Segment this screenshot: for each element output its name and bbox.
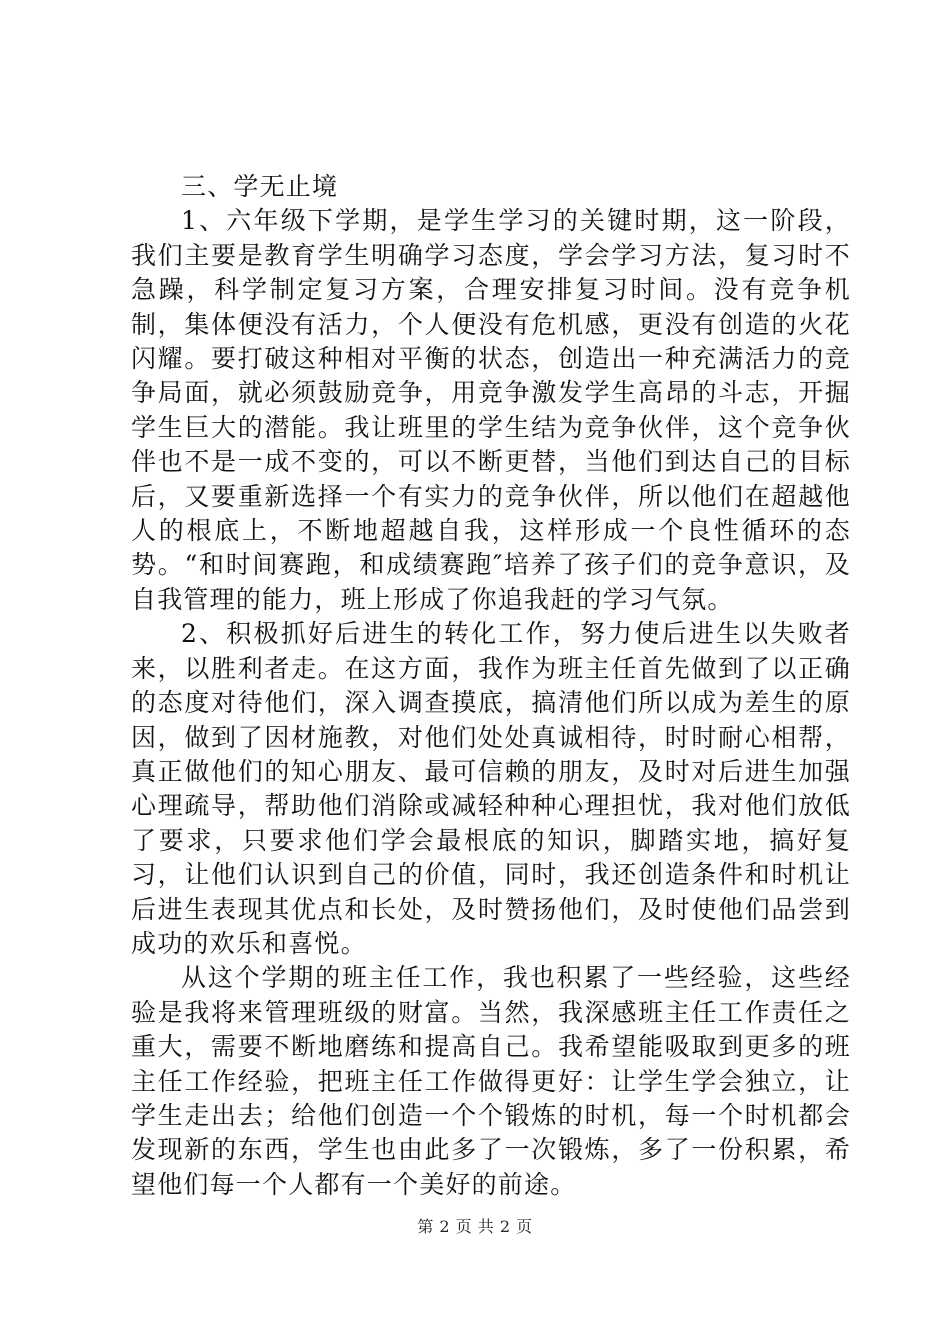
document-body [131,170,851,1202]
paragraph-underachievers: 2、积极抓好后进生的转化工作，努力使后进生以失败者来，以胜利者走。在这方面，我作为班主任首先做到了以正确的态度对待他们，深入调查摸底，搞清他们所以成为差生的原因，做到了因材施教，对他们处处真诚相待，时时耐心相帮，真正做他们的知心朋友、最可信赖的朋友，及时对后进生加强心理疏导，帮助他们消除或减轻种种心理担忧，我对他们放低了要求，只要求他们学会最根底的知识，脚踏实地，搞好复习，让他们认识到自己的价值，同时，我还创造条件和时机让后进生表现其优点和长处，及时赞扬他们，及时使他们品尝到成功的欢乐和喜悦。 [131,619,851,958]
paragraph-summary: 从这个学期的班主任工作，我也积累了一些经验，这些经验是我将来管理班级的财富。当然，我深感班主任工作责任之重大，需要不断地磨练和提高自己。我希望能吸取到更多的班主任工作经验，把班主任工作做得更好：让学生学会独立，让学生走出去；给他们创造一个个锻炼的时机，每一个时机都会发现新的东西，学生也由此多了一次锻炼，多了一份积累，希望他们每一个人都有一个美好的前途。 [131,963,851,1199]
paragraph-competition: 1、六年级下学期，是学生学习的关键时期，这一阶段，我们主要是教育学生明确学习态度，学会学习方法，复习时不急躁，科学制定复习方案，合理安排复习时间。没有竞争机制，集体便没有活力，个人便没有危机感，更没有创造的火花闪耀。要打破这种相对平衡的状态，创造出一种充满活力的竞争局面，就必须鼓励竞争，用竞争激发学生高昂的斗志，开掘学生巨大的潜能。我让班里的学生结为竞争伙伴，这个竞争伙伴也不是一成不变的，可以不断更替，当他们到达自己的目标后，又要重新选择一个有实力的竞争伙伴，所以他们在超越他人的根底上，不断地超越自我，这样形成一个良性循环的态势。“和时间赛跑，和成绩赛跑″培养了孩子们的竞争意识，及自我管理的能力，班上形成了你追我赶的学习气氛。 [131,206,851,614]
page-number-footer: 第 2 页 共 2 页 [417,1217,533,1236]
section-heading: 三、学无止境 [181,172,339,201]
